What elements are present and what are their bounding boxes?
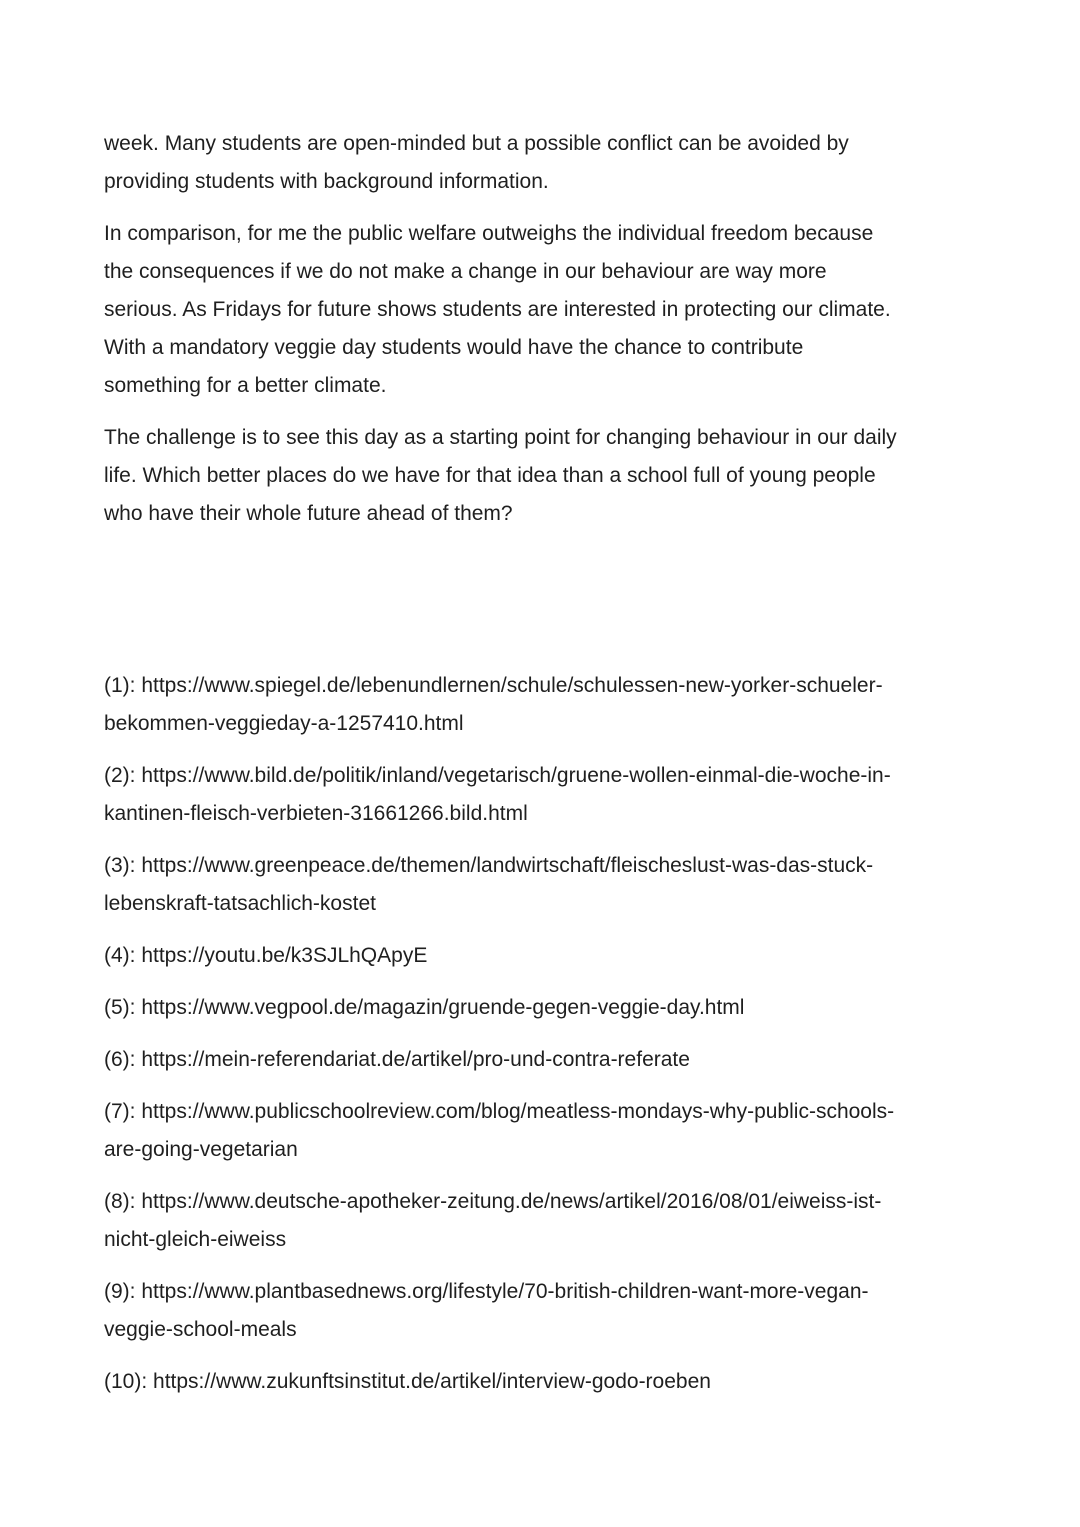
reference-link[interactable]: bekommen-veggieday-a-1257410.html xyxy=(104,712,464,735)
reference-link[interactable]: (5): https://www.vegpool.de/magazin/gruende-gegen-veggie-day.html xyxy=(104,996,745,1019)
reference-item-3 xyxy=(104,847,944,923)
reference-link[interactable]: veggie-school-meals xyxy=(104,1318,297,1341)
reference-link[interactable]: kantinen-fleisch-verbieten-31661266.bild.html xyxy=(104,802,528,825)
reference-link[interactable]: (8): https://www.deutsche-apotheker-zeitung.de/news/artikel/2016/08/01/eiweiss-ist- xyxy=(104,1190,882,1213)
reference-item-5 xyxy=(104,989,944,1027)
reference-item-4 xyxy=(104,937,944,975)
paragraph-line: life. Which better places do we have for that idea than a school full of young people xyxy=(104,464,876,487)
page-content xyxy=(104,125,944,1415)
reference-item-2 xyxy=(104,757,944,833)
reference-item-6 xyxy=(104,1041,944,1079)
reference-item-7 xyxy=(104,1093,944,1169)
paragraph-line: the consequences if we do not make a change in our behaviour are way more xyxy=(104,260,827,283)
paragraph-line: who have their whole future ahead of them? xyxy=(104,502,513,525)
reference-link[interactable]: (1): https://www.spiegel.de/lebenundlernen/schule/schulessen-new-yorker-schueler- xyxy=(104,674,883,697)
reference-item-9 xyxy=(104,1273,944,1349)
reference-item-1 xyxy=(104,667,944,743)
paragraph-line: The challenge is to see this day as a starting point for changing behaviour in our daily xyxy=(104,426,897,449)
reference-list xyxy=(104,667,944,1401)
reference-item-10 xyxy=(104,1363,944,1401)
paragraph-line: something for a better climate. xyxy=(104,374,387,397)
paragraph-line: In comparison, for me the public welfare outweighs the individual freedom because xyxy=(104,222,874,245)
reference-link[interactable]: (9): https://www.plantbasednews.org/lifestyle/70-british-children-want-more-vegan- xyxy=(104,1280,869,1303)
body-paragraph-1 xyxy=(104,125,944,201)
body-paragraph-2 xyxy=(104,215,944,405)
reference-link[interactable]: (4): https://youtu.be/k3SJLhQApyE xyxy=(104,944,428,967)
reference-item-8 xyxy=(104,1183,944,1259)
reference-link[interactable]: (10): https://www.zukunftsinstitut.de/artikel/interview-godo-roeben xyxy=(104,1370,711,1393)
reference-link[interactable]: (7): https://www.publicschoolreview.com/blog/meatless-mondays-why-public-schools- xyxy=(104,1100,895,1123)
reference-link[interactable]: (6): https://mein-referendariat.de/artikel/pro-und-contra-referate xyxy=(104,1048,690,1071)
section-gap xyxy=(104,547,944,667)
paragraph-line: week. Many students are open-minded but a possible conflict can be avoided by xyxy=(104,132,849,155)
reference-link[interactable]: (2): https://www.bild.de/politik/inland/vegetarisch/gruene-wollen-einmal-die-woche-in- xyxy=(104,764,891,787)
paragraph-line: serious. As Fridays for future shows students are interested in protecting our climate. xyxy=(104,298,891,321)
paragraph-line: With a mandatory veggie day students would have the chance to contribute xyxy=(104,336,804,359)
body-paragraph-3 xyxy=(104,419,944,533)
paragraph-line: providing students with background information. xyxy=(104,170,549,193)
reference-link[interactable]: lebenskraft-tatsachlich-kostet xyxy=(104,892,376,915)
reference-link[interactable]: nicht-gleich-eiweiss xyxy=(104,1228,287,1251)
reference-link[interactable]: (3): https://www.greenpeace.de/themen/landwirtschaft/fleischeslust-was-das-stuck- xyxy=(104,854,874,877)
reference-link[interactable]: are-going-vegetarian xyxy=(104,1138,298,1161)
